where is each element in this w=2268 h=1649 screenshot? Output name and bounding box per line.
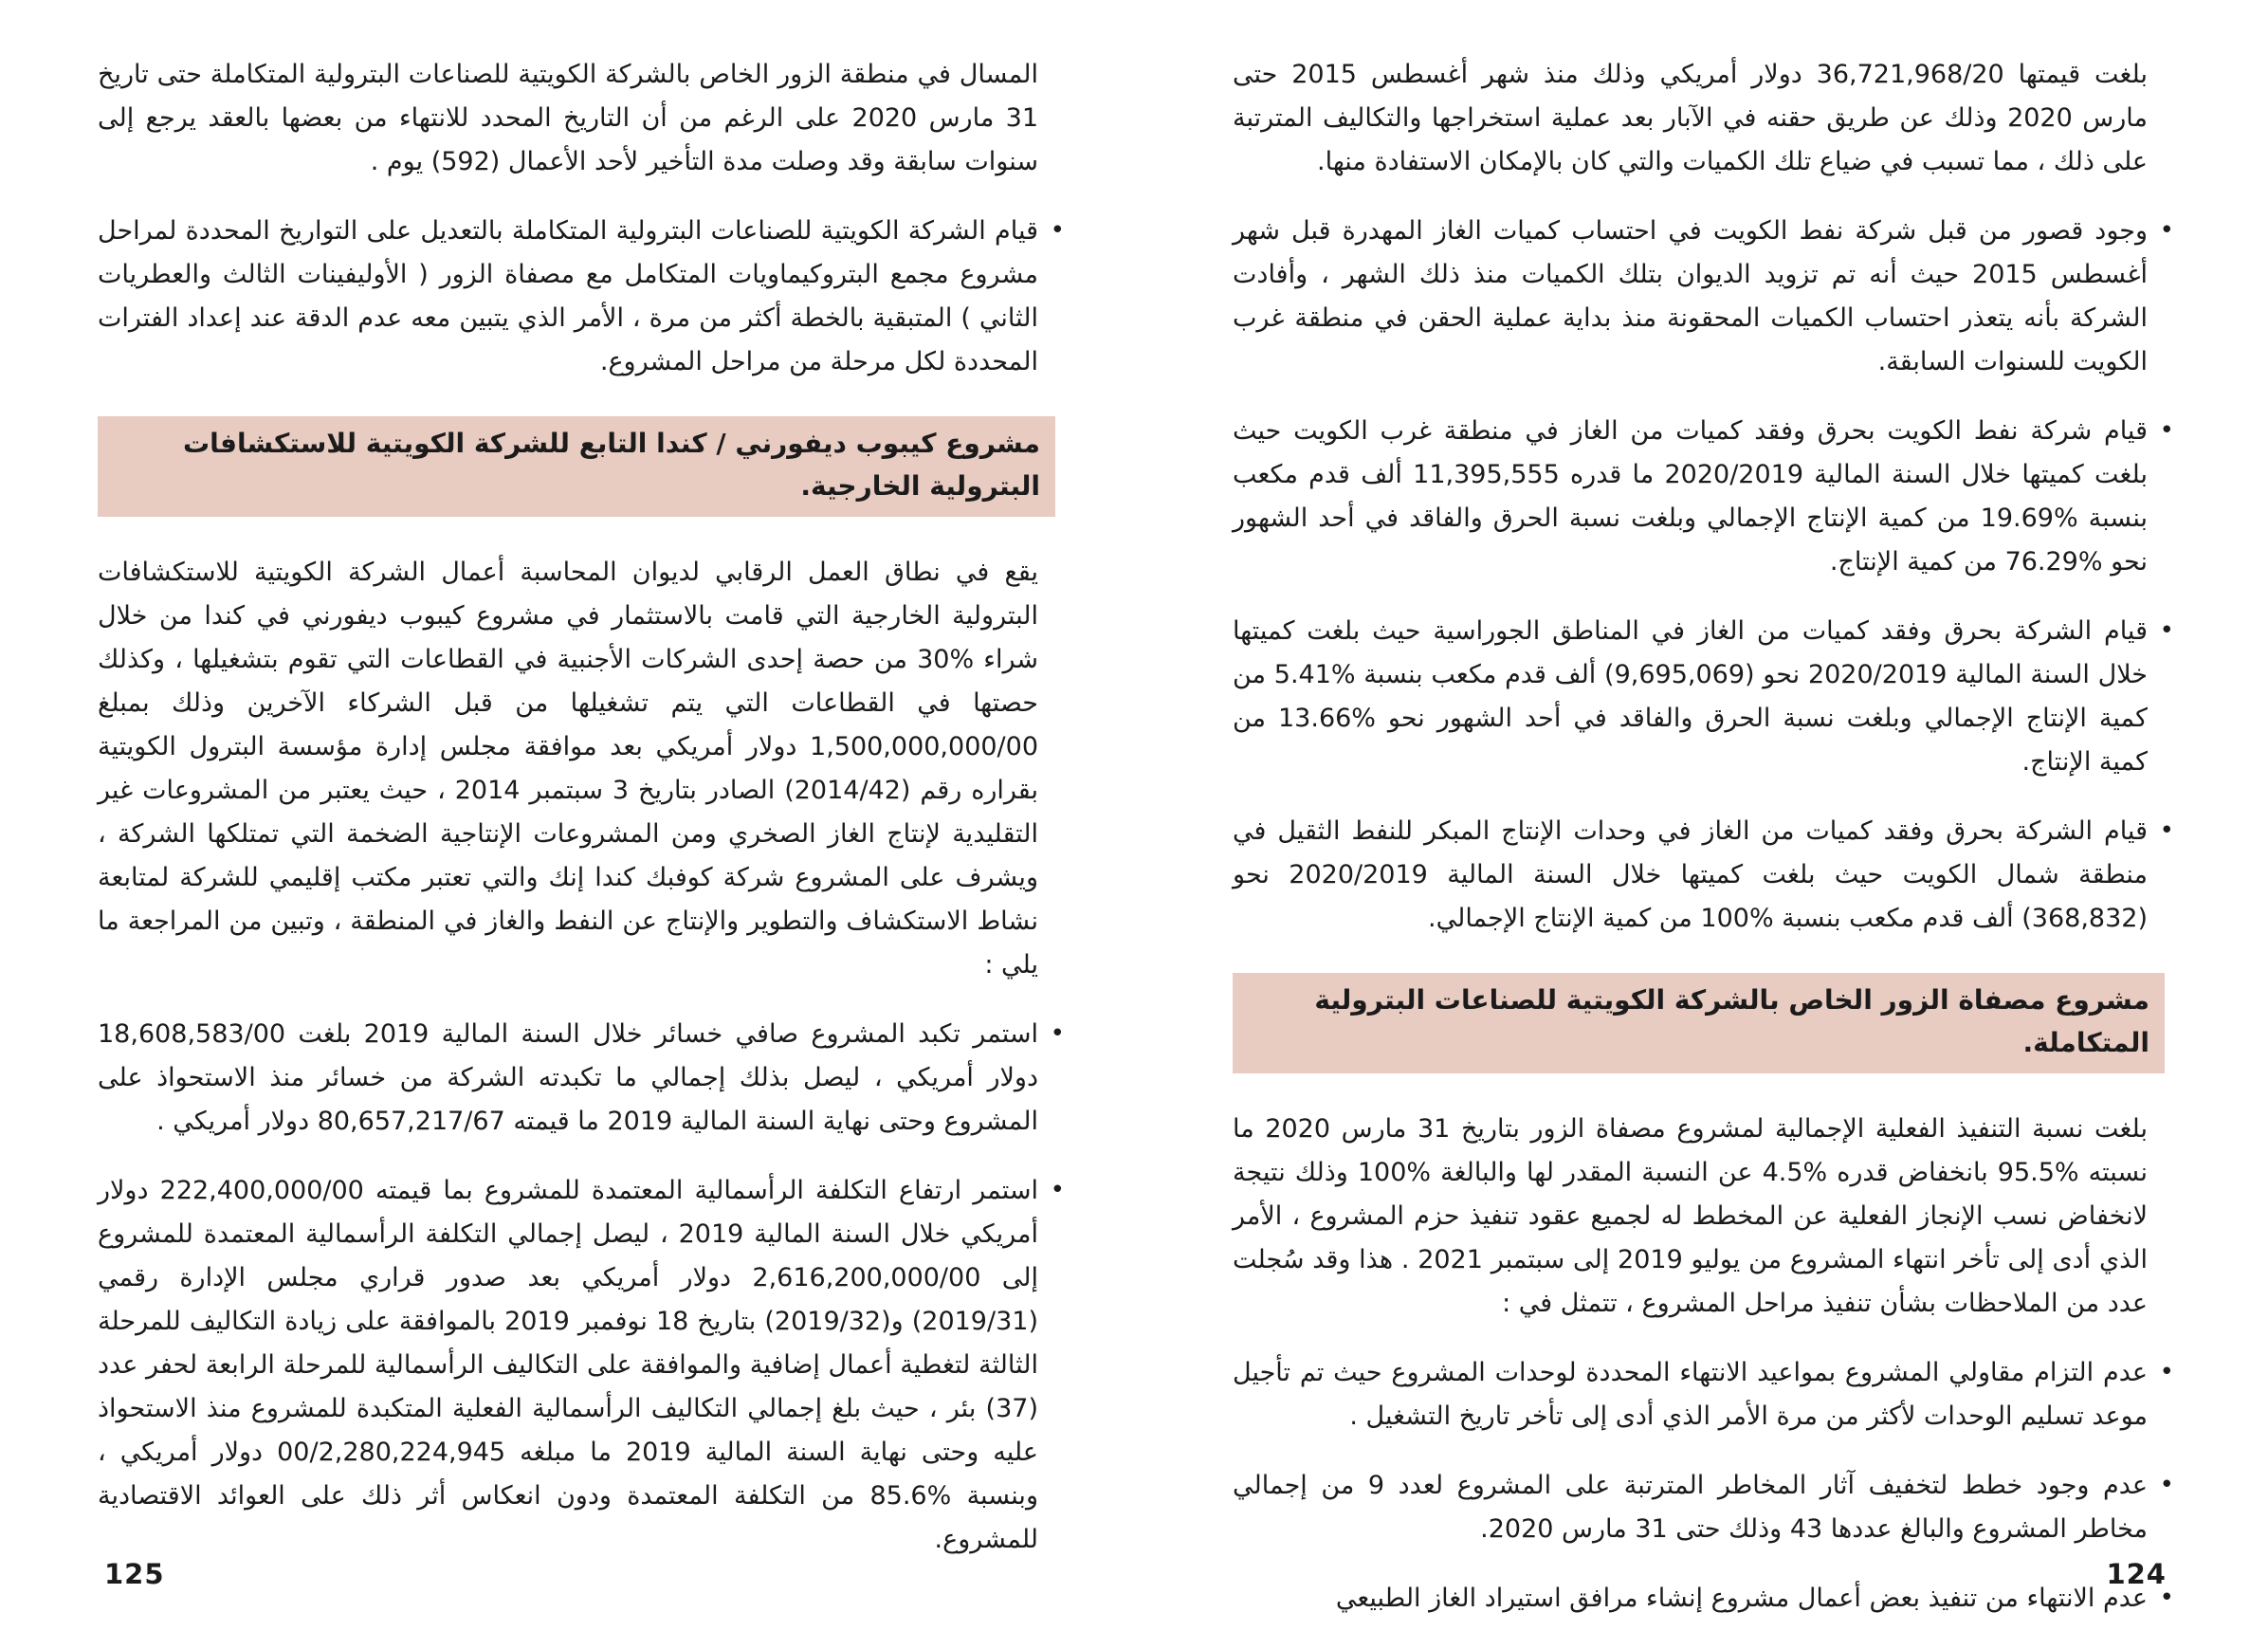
bullet-icon: •: [2159, 1357, 2174, 1386]
continuation-paragraph: بلغت قيمتها 36,721,968/20 دولار أمريكي وذلك منذ شهر أغسطس 2015 حتى مارس 2020 وذلك عن طريق حقنه في الآبار بعد عملية استخراجها والتكاليف المترتبة على ذلك ، مما تسبب في ضياع تلك الكميات والتي كان بالإمكان الاستفادة منها.: [1233, 60, 2149, 176]
list-item-text: استمر ارتفاع التكلفة الرأسمالية المعتمدة للمشروع بما قيمته 222,400,000/00 دولار أمريكي خلال السنة المالية 2019 ، ليصل إجمالي التكلفة الرأسمالية المعتمدة للمشروع إلى 2,616,200,000/00 دولار أمريكي بعد صدور قراري مجلس الإدارة رقمي (2019/31) و(2019/32) بتاريخ 18 نوفمبر 2019 بالموافقة على زيادة التكاليف للمرحلة الثالثة لتغطية أعمال إضافية والموافقة على التكاليف الرأسمالية للمرحلة الرابعة لحفر عدد (37) بئر ، حيث بلغ إجمالي التكاليف الرأسمالية الفعلية المتكبدة للمشروع منذ الاستحواذ عليه وحتى نهاية السنة المالية 2019 ما مبلغه 00/2,280,224,945 دولار أمريكي ، وبنسبة %85.6 من التكلفة المعتمدة ودون انعكاس أثر ذلك على العوائد الاقتصادية للمشروع.: [98, 1175, 1039, 1554]
list-item-text: قيام الشركة بحرق وفقد كميات من الغاز في المناطق الجوراسية حيث بلغت كميتها خلال السنة المالية 2020/2019 نحو (9,695,069) ألف قدم مكعب بنسبة %5.41 من كمية الإنتاج الإجمالي وبلغت نسبة الحرق والفاقد في أحد الشهور نحو %13.66 من كمية الإنتاج.: [1233, 616, 2148, 777]
list-item-text: استمر تكبد المشروع صافي خسائر خلال السنة المالية 2019 بلغت 18,608,583/00 دولار أمريكي ، ليصل بذلك إجمالي ما تكبدته الشركة من خسائر منذ الاستحواذ على المشروع وحتى نهاية السنة المالية 2019 ما قيمته 80,657,217/67 دولار أمريكي .: [98, 1018, 1038, 1136]
list-item-text: قيام الشركة بحرق وفقد كميات من الغاز في وحدات الإنتاج المبكر للنفط الثقيل في منطقة شمال الكويت حيث بلغت كميتها خلال السنة المالية 2020/2019 نحو (368,832) ألف قدم مكعب بنسبة %100 من كمية الإنتاج الإجمالي.: [1233, 816, 2148, 933]
list-item: [98, 210, 1065, 384]
list-item: [1233, 410, 2174, 584]
list-item: [1233, 1351, 2174, 1438]
bullet-icon: •: [1050, 216, 1065, 245]
continuation-paragraph: المسال في منطقة الزور الخاص بالشركة الكويتية للصناعات البترولية المتكاملة حتى تاريخ 31 مارس 2020 على الرغم من أن التاريخ المحدد للانتهاء من بعضها بالعقد يرجع إلى سنوات سابقة وقد وصلت مدة التأخير لأحد الأعمال (592) يوم .: [98, 60, 1038, 176]
list-item-text: عدم التزام مقاولي المشروع بمواعيد الانتهاء المحددة لوحدات المشروع حيث تم تأجيل موعد تسليم الوحدات لأكثر من مرة الأمر الذي أدى إلى تأخر تاريخ التشغيل .: [1233, 1357, 2148, 1431]
bullet-icon: •: [2159, 1470, 2174, 1499]
bullet-icon: •: [2159, 816, 2174, 845]
list-item: [98, 1013, 1065, 1144]
bullet-icon: •: [1050, 1018, 1065, 1048]
bullet-icon: •: [2159, 616, 2174, 645]
page-125: [98, 0, 1065, 1649]
list-item-text: وجود قصور من قبل شركة نفط الكويت في احتساب كميات الغاز المهدرة قبل شهر أغسطس 2015 حيث أنه تم تزويد الديوان بتلك الكميات منذ ذلك الشهر ، وأفادت الشركة بأنه يتعذر احتساب الكميات المحقونة منذ بداية عملية الحقن في منطقة غرب الكويت للسنوات السابقة.: [1233, 216, 2148, 376]
section-header-kaybob-duvernay: مشروع كيبوب ديفورني / كندا التابع للشركة الكويتية للاستكشافات البترولية الخارجية.: [98, 416, 1055, 517]
section-intro-paragraph: بلغت نسبة التنفيذ الفعلية الإجمالية لمشروع مصفاة الزور بتاريخ 31 مارس 2020 ما نسبته %95.5 بانخفاض قدره %4.5 عن النسبة المقدر لها والبالغة %100 وذلك نتيجة لانخفاض نسب الإنجاز الفعلية عن المخطط له لجميع عقود تنفيذ حزم المشروع ، الأمر الذي أدى إلى تأخر انتهاء المشروع من يوليو 2019 إلى سبتمبر 2021 . هذا وقد سُجلت عدد من الملاحظات بشأن تنفيذ مراحل المشروع ، تتمثل في :: [1233, 1113, 2148, 1318]
page-124-content: [1233, 0, 2174, 1621]
section-header-zour-refinery: مشروع مصفاة الزور الخاص بالشركة الكويتية للصناعات البترولية المتكاملة.: [1233, 973, 2165, 1073]
list-item-text: قيام الشركة الكويتية للصناعات البترولية المتكاملة بالتعديل على التواريخ المحددة لمراحل مشروع مجمع البتروكيماويات المتكامل مع مصفاة الزور ( الأوليفينات الثالث والعطريات الثاني ) المتبقية بالخطة أكثر من مرة ، الأمر الذي يتبين معه عدم الدقة عند إعداد الفترات المحددة لكل مرحلة من مراحل المشروع.: [98, 216, 1038, 376]
bullet-icon: •: [1050, 1175, 1065, 1204]
list-item: [1233, 1464, 2174, 1551]
list-item-text: عدم الانتهاء من تنفيذ بعض أعمال مشروع إنشاء مرافق استيراد الغاز الطبيعي: [1335, 1583, 2148, 1613]
page-number: 124: [2106, 1558, 2167, 1590]
bullet-icon: •: [2159, 216, 2174, 245]
list-item: [1233, 810, 2174, 941]
list-item-text: عدم وجود خطط لتخفيف آثار المخاطر المترتبة على المشروع لعدد 9 من إجمالي مخاطر المشروع والبالغ عددها 43 وذلك حتى 31 مارس 2020.: [1233, 1470, 2148, 1544]
section-intro-paragraph: يقع في نطاق العمل الرقابي لديوان المحاسبة أعمال الشركة الكويتية للاستكشافات البترولية الخارجية التي قامت بالاستثمار في مشروع كيبوب ديفورني في كندا من خلال شراء %30 من حصة إحدى الشركات الأجنبية في القطاعات التي تقوم بتشغيلها ، وكذلك حصتها في القطاعات التي يتم تشغيلها من قبل الشركاء الآخرين وذلك بمبلغ 1,500,000,000/00 دولار أمريكي بعد موافقة مجلس إدارة مؤسسة البترول الكويتية بقراره رقم (2014/42) الصادر بتاريخ 3 سبتمبر 2014 ، حيث يعتبر من المشروعات غير التقليدية لإنتاج الغاز الصخري ومن المشروعات الإنتاجية الضخمة التي تمتلكها الشركة ، ويشرف على المشروع شركة كوفبك كندا إنك والتي تعتبر مكتب إقليمي للشركة لمتابعة نشاط الاستكشاف والتطوير والإنتاج عن النفط والغاز في المنطقة ، وتبين من المراجعة ما يلي :: [98, 557, 1038, 980]
page-124: [1233, 0, 2174, 1649]
list-item: [98, 1169, 1065, 1562]
list-item: [1233, 210, 2174, 384]
list-item: [1233, 1577, 2174, 1621]
bullet-icon: •: [2159, 1583, 2174, 1612]
bullet-icon: •: [2159, 416, 2174, 445]
page-125-content: [98, 0, 1065, 1562]
list-item: [1233, 610, 2174, 784]
list-item-text: قيام شركة نفط الكويت بحرق وفقد كميات من الغاز في منطقة غرب الكويت حيث بلغت كميتها خلال السنة المالية 2020/2019 ما قدره 11,395,555 ألف قدم مكعب بنسبة %19.69 من كمية الإنتاج الإجمالي وبلغت نسبة الحرق والفاقد في أحد الشهور نحو %76.29 من كمية الإنتاج.: [1233, 416, 2148, 577]
page-number: 125: [104, 1558, 165, 1590]
